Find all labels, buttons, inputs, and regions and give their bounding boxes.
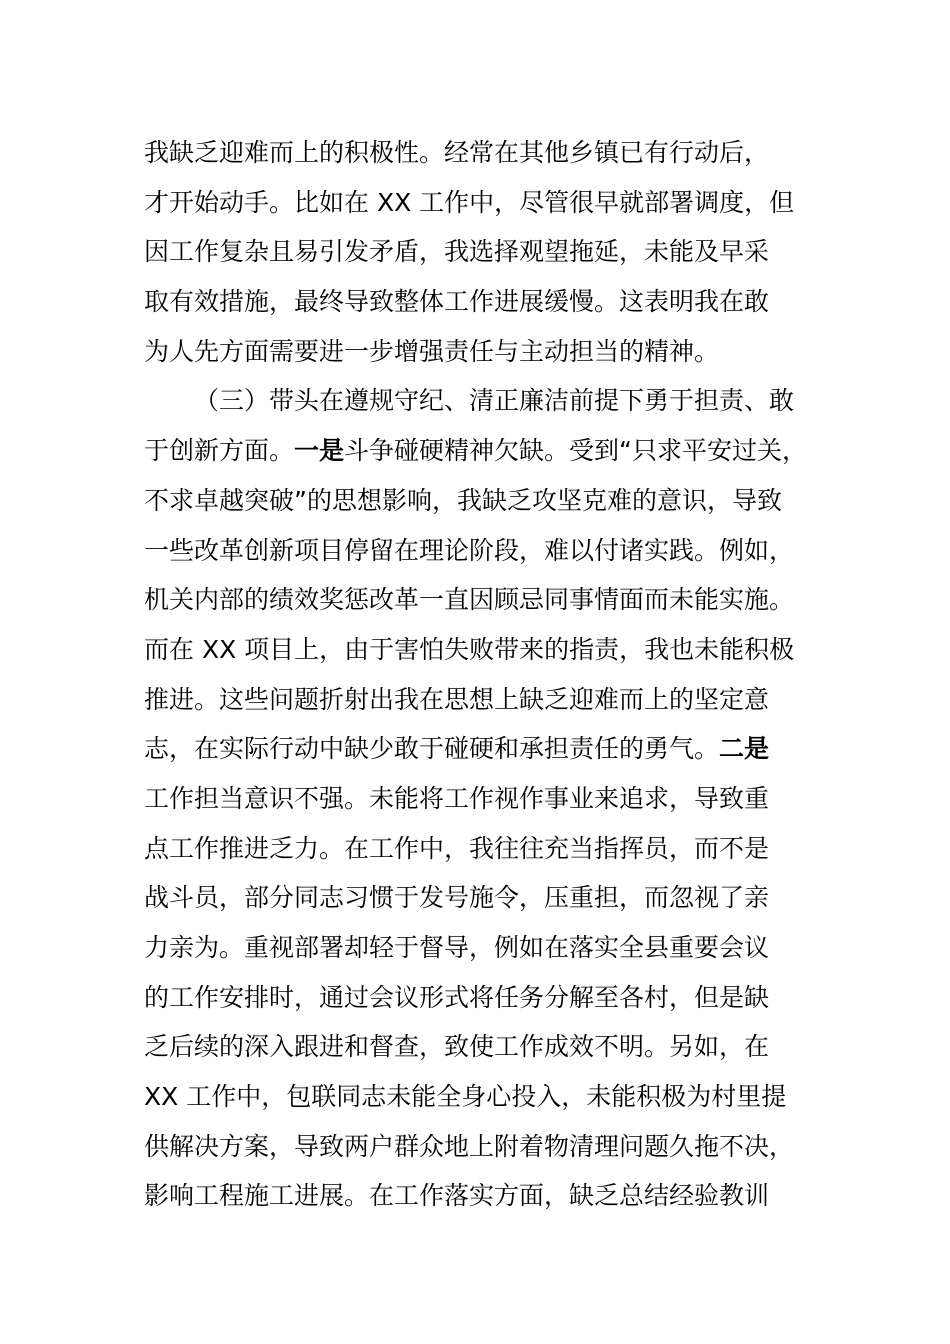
text-segment: （三）带头在遵规守纪、清正廉洁前提下勇于担责、敢 [194,386,795,416]
text-line [144,128,824,178]
text-line [144,973,824,1023]
text-segment: 而在 XX 项目上，由于害怕失败带来的指责，我也未能积极 [144,634,795,664]
text-line [144,526,824,576]
text-line [144,625,824,675]
text-segment: 的工作安排时，通过会议形式将任务分解至各村，但是缺 [144,982,770,1012]
text-segment: 点工作推进乏力。在工作中，我往往充当指挥员，而不是 [144,833,770,863]
text-segment: 才开始动手。比如在 XX 工作中，尽管很早就部署调度，但 [144,187,795,217]
text-line [144,476,824,526]
text-line [144,774,824,824]
text-segment: 推进。这些问题折射出我在思想上缺乏迎难而上的坚定意 [144,684,770,714]
text-segment: 乏后续的深入跟进和督查，致使工作成效不明。另如，在 [144,1032,770,1062]
text-line [144,178,824,228]
text-line [144,675,824,725]
bold-keyword: 一是 [294,436,345,466]
text-segment: 机关内部的绩效奖惩改革一直因顾忌同事情面而未能实施。 [144,585,795,615]
text-line [144,327,824,377]
text-segment: 不求卓越突破”的思想影响，我缺乏攻坚克难的意识，导致 [144,485,782,515]
text-line [144,873,824,923]
text-line [144,376,824,426]
text-line [144,1022,824,1072]
text-line [144,1122,824,1172]
text-segment: 影响工程施工进展。在工作落实方面，缺乏总结经验教训 [144,1181,770,1211]
text-segment: 因工作复杂且易引发矛盾，我选择观望拖延，未能及早采 [144,237,770,267]
text-segment: 志，在实际行动中缺少敢于碰硬和承担责任的勇气。 [144,734,720,764]
text-line [144,426,824,476]
text-segment: 为人先方面需要进一步增强责任与主动担当的精神。 [144,336,720,366]
text-line [144,1171,824,1221]
text-segment: 战斗员，部分同志习惯于发号施令，压重担，而忽视了亲 [144,883,770,913]
text-line [144,824,824,874]
text-line [144,923,824,973]
text-segment: 一些改革创新项目停留在理论阶段，难以付诸实践。例如， [144,535,795,565]
text-line [144,575,824,625]
text-segment: 取有效措施，最终导致整体工作进展缓慢。这表明我在敢 [144,287,770,317]
body-text [144,128,824,1221]
text-segment: XX 工作中，包联同志未能全身心投入，未能积极为村里提 [144,1082,787,1112]
text-segment: 工作担当意识不强。未能将工作视作事业来追求，导致重 [144,783,770,813]
text-segment: 斗争碰硬精神欠缺。受到“只求平安过关， [344,436,807,466]
text-line [144,1072,824,1122]
text-line [144,227,824,277]
bold-keyword: 二是 [719,734,770,764]
text-line [144,277,824,327]
text-segment: 我缺乏迎难而上的积极性。经常在其他乡镇已有行动后， [144,138,770,167]
text-line [144,724,824,774]
text-segment: 力亲为。重视部署却轻于督导，例如在落实全县重要会议 [144,933,770,962]
text-segment: 供解决方案，导致两户群众地上附着物清理问题久拖不决， [144,1131,795,1161]
text-segment: 于创新方面。 [144,436,295,466]
